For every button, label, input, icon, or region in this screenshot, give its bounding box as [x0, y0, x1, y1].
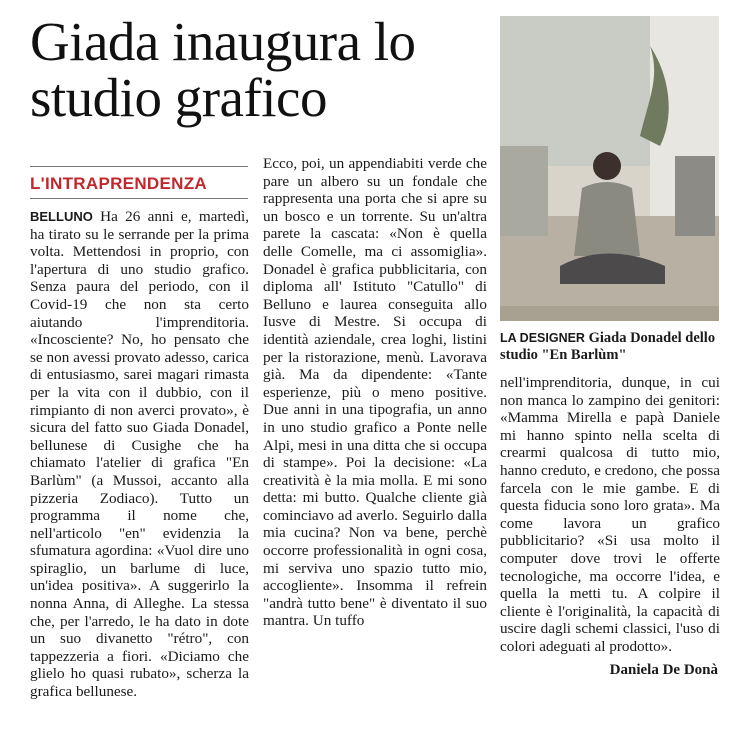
caption-label: LA DESIGNER	[500, 331, 585, 345]
article-column-3	[500, 374, 720, 656]
caption-text: Giada Donadel dello studio "En Barlùm"	[500, 330, 716, 363]
designer-photo	[500, 16, 719, 321]
column-3-text: nell'imprenditoria, dunque, in cui non manca lo zampino dei genitori: «Mamma Mirella e papà Daniele mi hanno spinto nella scelta di crearmi qualcosa di tutto mio, hanno creduto, e credono, che possa farcela con le mie gambe. E di questa fiducia sono loro grata». Ma come lavora un grafico pubblicitario? «Si usa molto il computer dove trovi le offerte tecnologiche, ma occorre l'idea, e quella la metti tu. A colpire il cliente è l'originalità, la capacità di uscire dagli schemi classici, l'uso di colori adeguati al prodotto».	[500, 374, 720, 655]
article-column-2	[263, 155, 487, 630]
article-column-1	[30, 208, 249, 701]
rubric-top-rule	[30, 166, 248, 167]
rubric-bottom-rule	[30, 198, 248, 199]
headline: Giada inaugura lo studio grafico	[30, 11, 416, 128]
photo-caption	[500, 330, 720, 364]
byline: Daniela De Donà	[609, 662, 718, 678]
column-1-text: Ha 26 anni e, martedì, ha tirato su le serrande per la prima volta. Mettendosi in proprio, con l'apertura di uno studio grafico. Senza paura del periodo, con il Covid-19 che non sta certo aiutando l'imprenditoria. «Incosciente? No, ho pensato che se non avessi provato adesso, carica di entusiasmo, sarei magari rimasta per la vita con il dubbio, con il rimpianto di non averci provato», è sicura del fatto suo Giada Donadel, bellunese di Cusighe che ha chiamato l'atelier di grafica "En Barlùm" (a Mussoi, accanto alla pizzeria Zodiaco). Tutto un programma il nome che, nell'articolo "en" evidenzia la sfumatura agordina: «Vuol dire uno spiraglio, un barlume di luce, un'idea positiva». A suggerirlo la nonna Anna, di Alleghe. La stessa che, per l'arredo, le ha dato in dote un suo divanetto "rétro", con tappezzeria a fiori. «Diciamo che glielo ho quasi rubato», scherza la grafica bellunese.	[30, 208, 250, 701]
dateline: BELLUNO	[30, 209, 93, 224]
rubric-label: L'INTRAPRENDENZA	[30, 174, 207, 193]
column-2-text: Ecco, poi, un appendiabiti verde che pare un albero su un fondale che rappresenta una porta che si apre su un bosco e un torrente. Su un'altra parete la cascata: «Non è quella delle Comelle, ma ci assomiglia». Donadel è grafica pubblicitaria, con diploma all' Istituto "Catullo" di Belluno e laurea conseguita allo Iusve di Mestre. Si occupa di identità aziendale, crea loghi, listini per la ristorazione, menù. Lavorava già. Ma da dipendente: «Tante esperienze, più o meno positive. Due anni in una tipografia, un anno in uno studio grafico a Ponte nelle Alpi, mesi in una ditta che si occupa di stampe». Poi la decisione: «La creatività è la mia molla. E mi sono detta: mi butto. Qualche cliente già cominciavo ad averlo. Seguirlo dalla mia cucina? Non va bene, perchè occorre professionalità in ogni cosa, mi serviva uno spazio tutto mio, accogliente». Insomma il refrein "andrà tutto bene" è diventato il suo mantra. Un tuffo	[263, 155, 487, 630]
